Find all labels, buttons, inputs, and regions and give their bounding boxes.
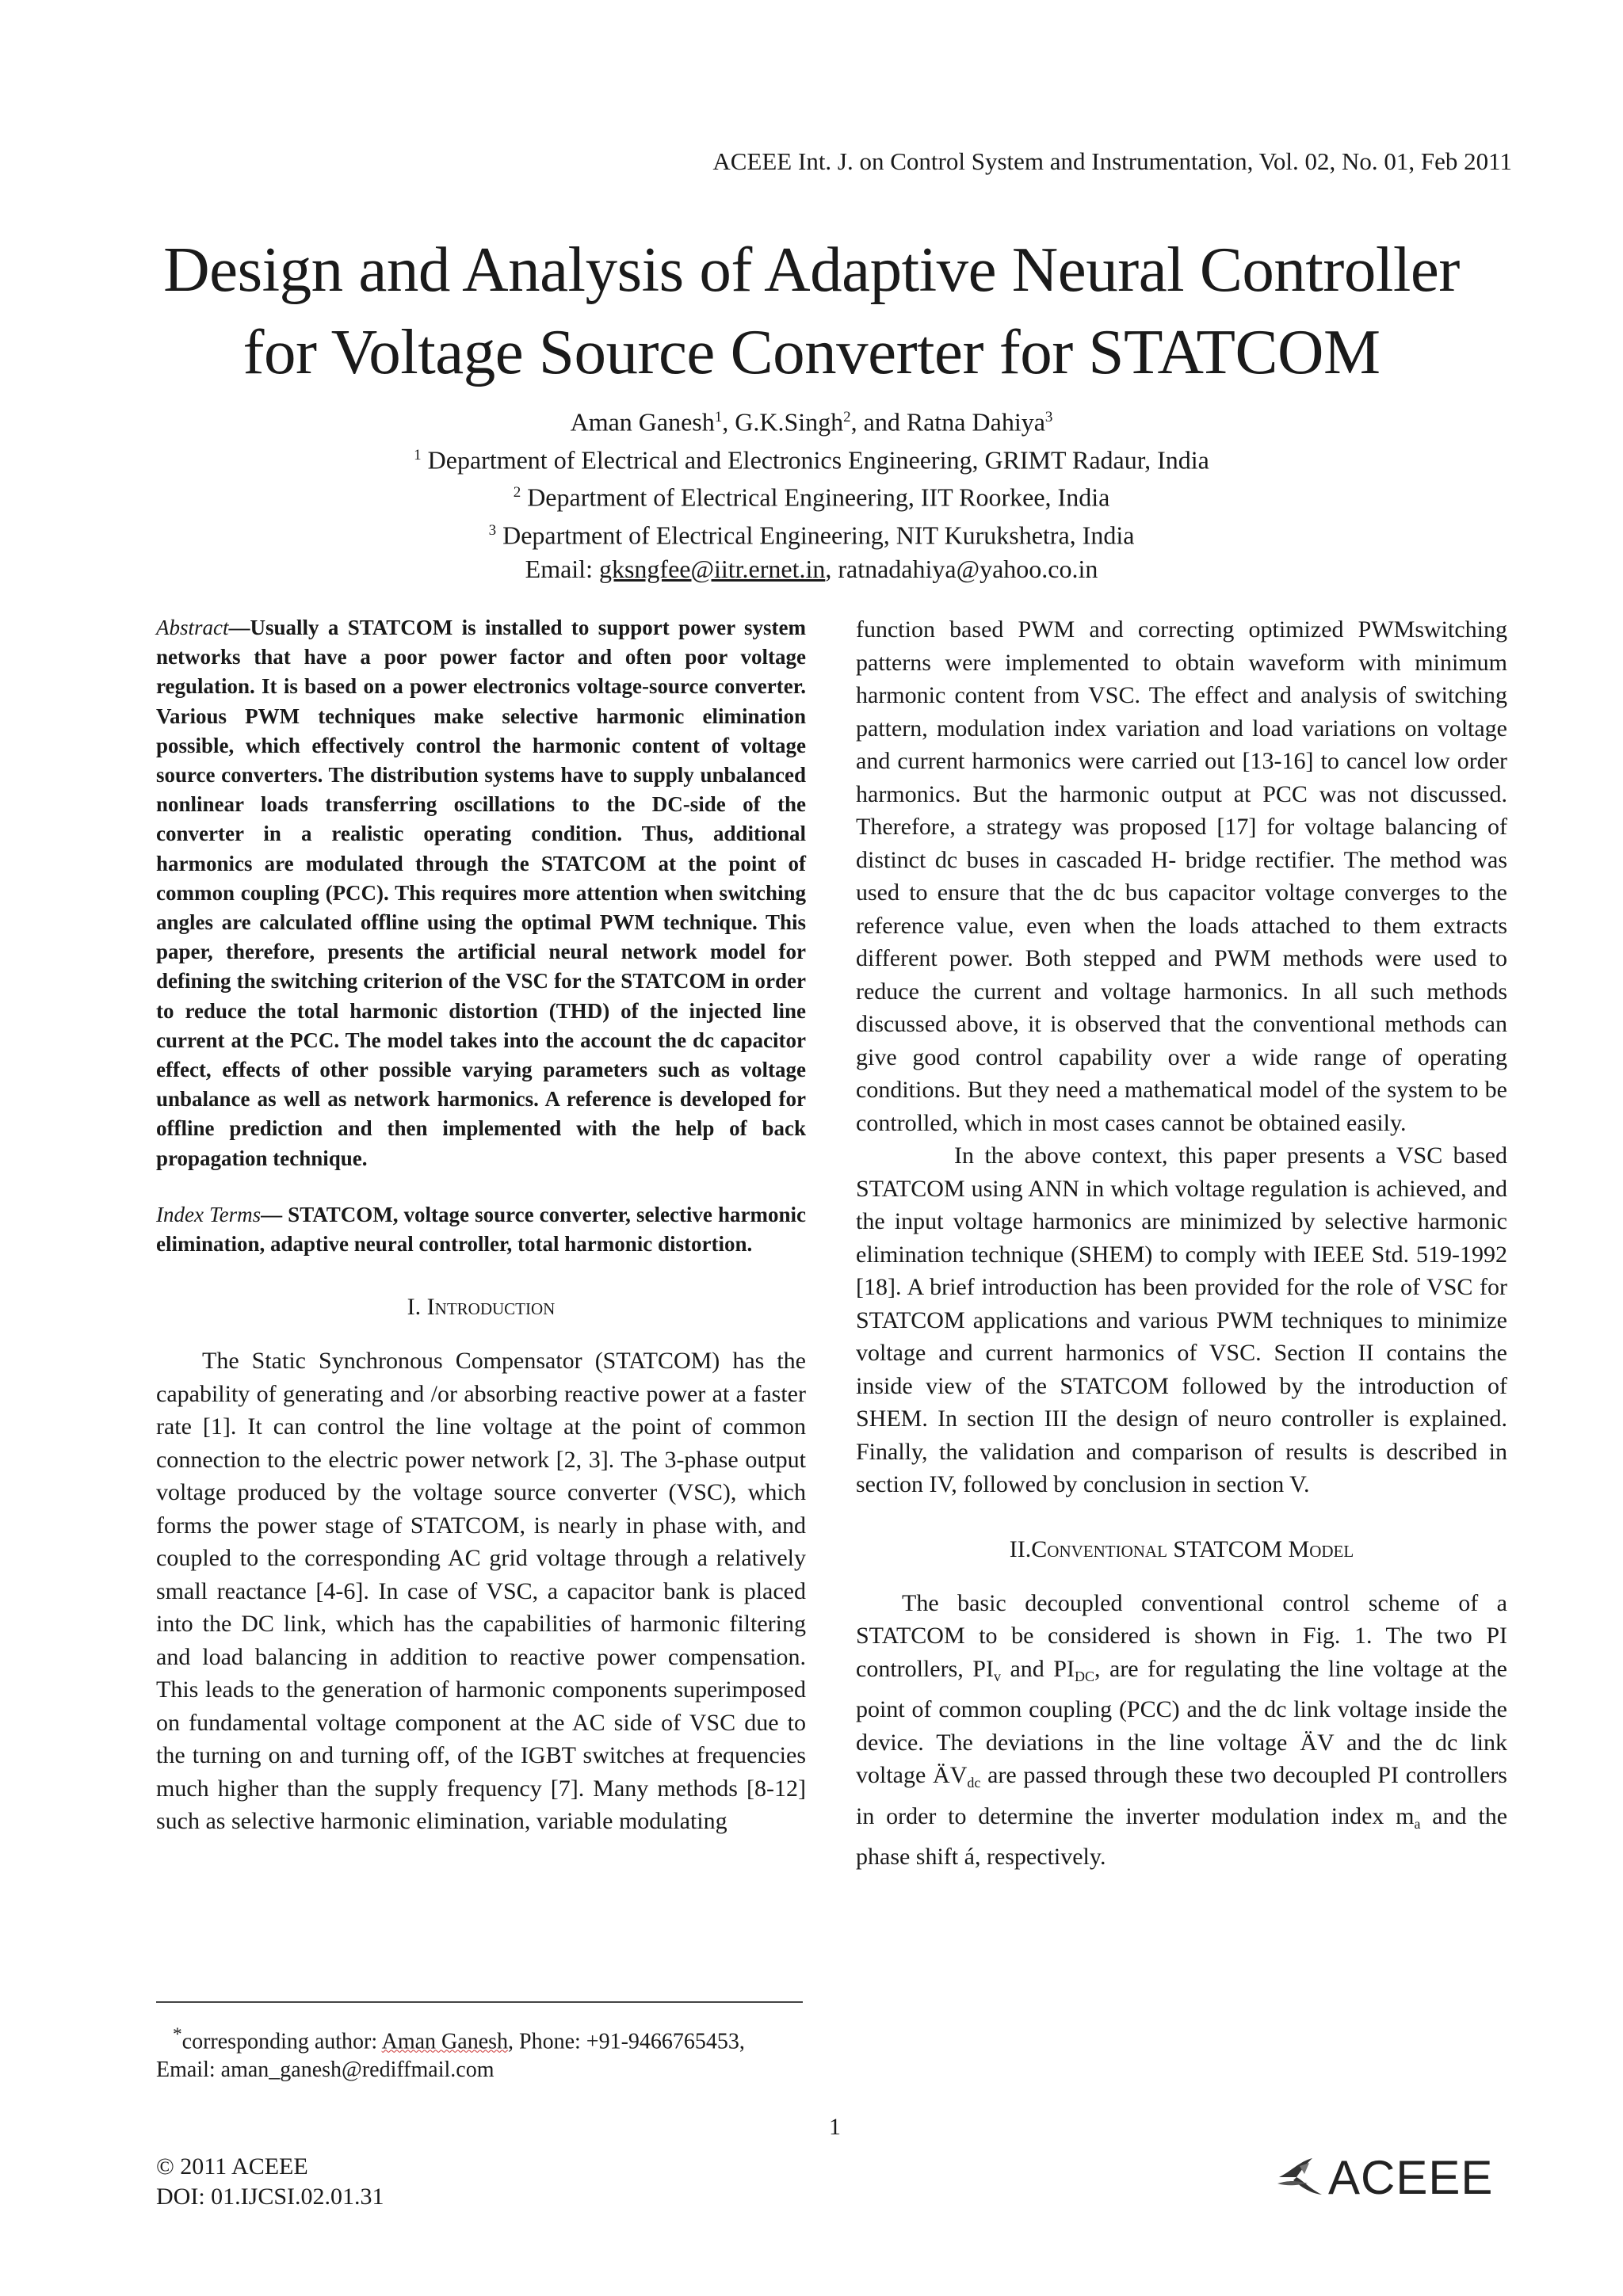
introduction-body	[156, 1344, 806, 1838]
footnote-email: Email: aman_ganesh@rediffmail.com	[156, 2058, 495, 2083]
section-heading-conventional-model: II.Conventional STATCOM Model	[1009, 1535, 1354, 1562]
paragraph-context: In the above context, this paper presents a VSC based STATCOM using ANN in which voltage regulation is achieved, and the input voltage harmonics are minimized by selective harmonic elimination technique (SHEM) to comply with IEEE Std. 519-1992 [18]. A brief introduction has been provided for the role of VSC for STATCOM applications and various PWM techniques to minimize voltage and current harmonics of VSC. Section II contains the inside view of the STATCOM followed by the introduction of SHEM. In section III the design of neuro controller is explained. Finally, the validation and comparison of results is described in section IV, followed by conclusion in section V.	[856, 1142, 1507, 1497]
affiliation-1: $^1$ Department of Electrical and Electronics Engineering, GRIMT Radaur, India	[414, 445, 1209, 475]
section-heading-introduction: I. Introduction	[407, 1294, 556, 1321]
paragraph-continued: function based PWM and correcting optimized PWMswitching patterns were implemented to obtain waveform with minimum harmonic content from VSC. The effect and analysis of switching pattern, modulation index variation and load variations on voltage and current harmonics were carried out [13-16] to cancel low order harmonics. But the harmonic output at PCC was not discussed. Therefore, a strategy was proposed [17] for voltage balancing of distinct dc buses in cascaded H- bridge rectifier. The method was used to ensure that the dc bus capacitor voltage converges to the reference value, even when the loads attached to them extracts different power. Both stepped and PWM methods were used to reduce the current and voltage harmonics. In all such methods discussed above, it is observed that the conventional methods can give good control capability over a wide range of operating conditions. But they need a mathematical model of the system to be controlled, which in most cases cannot be obtained easily.	[856, 616, 1507, 1136]
copyright-block	[156, 2152, 384, 2212]
affiliation-2: $^2$ Department of Electrical Engineering, IIT Roorkee, India	[513, 482, 1110, 512]
page-number: 1	[829, 2114, 841, 2140]
abstract-label: Abstract	[156, 616, 229, 639]
introduction-paragraph: The Static Synchronous Compensator (STATCOM) has the capability of generating and /or absorbing reactive power at a faster rate [1]. It can control the line voltage at the point of common connection to the electric power network [2, 3]. The 3-phase output voltage produced by the voltage source converter (VSC), which forms the power stage of STATCOM, is nearly in phase with, and coupled to the corresponding AC grid voltage through a relatively small reactance [4-6]. In case of VSC, a capacitor bank is placed into the DC link, which has the capabilities of harmonic filtering and load balancing in addition to reactive power compensation. This leads to the generation of harmonic components superimposed on fundamental voltage component at the AC side of VSC due to the turning on and turning off, of the IGBT switches at frequencies much higher than the supply frequency [7]. Many methods [8-12] such as selective harmonic elimination, variable modulating	[156, 1348, 806, 1835]
right-column	[856, 613, 1507, 1874]
footnote-divider	[156, 2001, 803, 2003]
copyright: © 2011 ACEEE	[156, 2153, 308, 2180]
affiliation-3: $^3$ Department of Electrical Engineering, NIT Kurukshetra, India	[488, 521, 1135, 550]
email-line: Email: gksngfee@iitr.ernet.in, ratnadahiya@yahoo.co.in	[525, 554, 1098, 583]
aceee-logo-text: ACEEE	[1328, 2150, 1494, 2204]
journal-header: ACEEE Int. J. on Control System and Instrumentation, Vol. 02, No. 01, Feb 2011	[712, 147, 1512, 175]
doi: DOI: 01.IJCSI.02.01.31	[156, 2183, 384, 2210]
author-1: Aman Ganesh	[570, 407, 715, 437]
section2-paragraph: The basic decoupled conventional control scheme of a STATCOM to be considered is shown in Fig. 1. The two PI controllers, $PI_v$ and $PI_{DC}$, are for regulating the line voltage at the point of common coupling (PCC) and the dc link voltage inside the device. The deviations in the line voltage ÄV and the dc link voltage $ÄV_{dc}$ are passed through these two decoupled PI controllers in order to determine the inverter modulation index $m_a$ and the phase shift á, respectively.	[856, 1589, 1508, 1870]
section2-body	[856, 1587, 1507, 1874]
index-terms-text: — STATCOM, voltage source converter, selective harmonic elimination, adaptive neural controller, total harmonic distortion.	[156, 1202, 806, 1257]
author-block	[0, 401, 1623, 585]
aceee-logo	[1276, 2150, 1494, 2204]
index-terms-label: Index Terms	[156, 1202, 262, 1226]
abstract	[156, 613, 806, 1173]
left-column	[156, 613, 806, 1838]
title-line-2: for Voltage Source Converter for STATCOM	[242, 316, 1381, 387]
abstract-text: —Usually a STATCOM is installed to support power system networks that have a poor power factor and often poor voltage regulation. It is based on a power electronics voltage-source converter. Various PWM techniques make selective harmonic elimination possible, which effectively control the harmonic content of voltage source converters. The distribution systems have to supply unbalanced nonlinear loads transferring oscillations to the DC-side of the converter in a realistic operating condition. Thus, additional harmonics are modulated through the STATCOM at the point of common coupling (PCC). This requires more attention when switching angles are calculated offline using the optimal PWM technique. This paper, therefore, presents the artificial neural network model for defining the switching criterion of the VSC for the STATCOM in order to reduce the total harmonic distortion (THD) of the injected line current at the PCC. The model takes into the account the dc capacitor effect, effects of other possible varying parameters such as voltage unbalance as well as network harmonics. A reference is developed for offline prediction and then implemented with the help of back propagation technique.	[156, 616, 806, 1170]
email-link[interactable]: gksngfee@iitr.ernet.in	[598, 554, 826, 583]
title-line-1: Design and Analysis of Adaptive Neural Controller	[163, 234, 1460, 305]
footnote	[156, 2020, 806, 2084]
footnote-author-name: Aman Ganesh	[381, 2029, 509, 2054]
author-3: Ratna Dahiya	[906, 407, 1045, 437]
paper-title	[0, 228, 1623, 393]
index-terms	[156, 1200, 806, 1259]
author-2: G.K.Singh	[735, 407, 844, 437]
right-column-body	[856, 613, 1507, 1501]
footnote-author-line: *corresponding author: Aman Ganesh, Phone: +91-9466765453,	[173, 2024, 745, 2054]
aceee-logo-icon	[1276, 2157, 1325, 2198]
author-names: Aman Ganesh$^1$, G.K.Singh$^2$, and Ratna Dahiya$^3$	[570, 407, 1053, 437]
